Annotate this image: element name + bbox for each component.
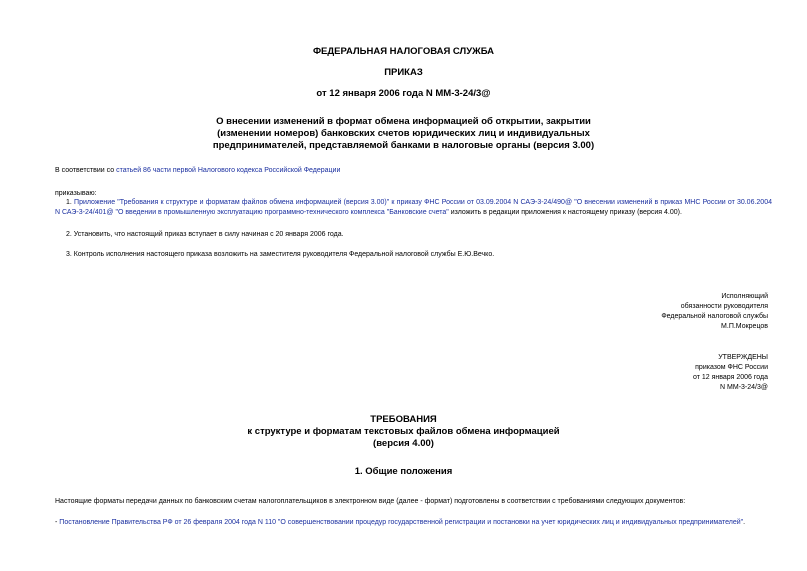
requirements-title: ТРЕБОВАНИЯ xyxy=(370,414,437,425)
item-3: 3. Контроль исполнения настоящего приказа возложить на заместителя руководителя Федеральной налоговой службы Е.Ю.Вечко. xyxy=(66,251,495,258)
requirements-version: (версия 4.00) xyxy=(373,438,434,449)
section-1-intro: Настоящие форматы передачи данных по банковским счетам налогоплательщиков в электронном виде (далее - формат) подготовлены в соответствии с требованиями следующих документов: xyxy=(55,498,686,505)
approval-line-2: приказом ФНС России xyxy=(695,364,768,371)
subject-line-1: О внесении изменений в формат обмена информацией об открытии, закрытии xyxy=(216,116,591,127)
signature-line-3: Федеральной налоговой службы xyxy=(661,313,768,320)
item-1 xyxy=(55,198,772,218)
reference-item xyxy=(55,518,772,528)
preamble xyxy=(55,166,755,176)
approval-block xyxy=(560,353,768,393)
doc-type: ПРИКАЗ xyxy=(384,67,423,78)
doc-date-number: от 12 января 2006 года N ММ-3-24/3@ xyxy=(316,88,491,99)
requirements-subtitle: к структуре и форматам текстовых файлов обмена информацией xyxy=(247,426,560,437)
government-decree-link[interactable]: Постановление Правительства РФ от 26 февраля 2004 года N 110 "О совершенствовании процедур государственной регистрации и постановки на учет юридических лиц и индивидуальных предпринимателей" xyxy=(59,519,744,526)
signature-line-2: обязанности руководителя xyxy=(680,303,768,310)
approval-line-4: N ММ-3-24/3@ xyxy=(720,384,768,391)
subject-line-2: (изменении номеров) банковских счетов юридических лиц и индивидуальных xyxy=(217,128,590,139)
signature-line-4: М.П.Мокрецов xyxy=(721,323,768,330)
reference-suffix: . xyxy=(743,519,746,526)
appendix-link[interactable]: Приложение "Требования к структуре и форматам файлов обмена информацией (версия 3.00)" к приказу ФНС России от 03.09.2004 N САЭ-3-24/490@ "О внесении изменений в приказ МНС России от 30.06.2004 N САЭ-3-24/401@ "О введении в промышленную эксплуатацию программно-технического комплекса "Банковские счета" xyxy=(55,199,772,216)
item-1-number: 1. xyxy=(66,199,75,206)
signature-line-1: Исполняющий xyxy=(721,293,768,300)
tax-code-link[interactable]: статьей 86 части первой Налогового кодекса Российской Федерации xyxy=(116,167,341,174)
reference-prefix: - xyxy=(55,519,60,526)
signature-block xyxy=(560,292,768,332)
subject-line-3: предпринимателей, представляемой банками в налоговые органы (версия 3.00) xyxy=(212,140,595,151)
item-1-tail: изложить в редакции приложения к настоящему приказу (версия 4.00). xyxy=(448,209,682,216)
section-1-heading: 1. Общие положения xyxy=(354,466,453,477)
order-word: приказываю: xyxy=(55,190,97,197)
preamble-prefix: В соответствии со xyxy=(55,167,117,174)
approval-line-1: УТВЕРЖДЕНЫ xyxy=(718,354,768,361)
agency-title: ФЕДЕРАЛЬНАЯ НАЛОГОВАЯ СЛУЖБА xyxy=(312,46,495,57)
item-2: 2. Установить, что настоящий приказ вступает в силу начиная с 20 января 2006 года. xyxy=(66,231,344,238)
approval-line-3: от 12 января 2006 года xyxy=(693,374,768,381)
